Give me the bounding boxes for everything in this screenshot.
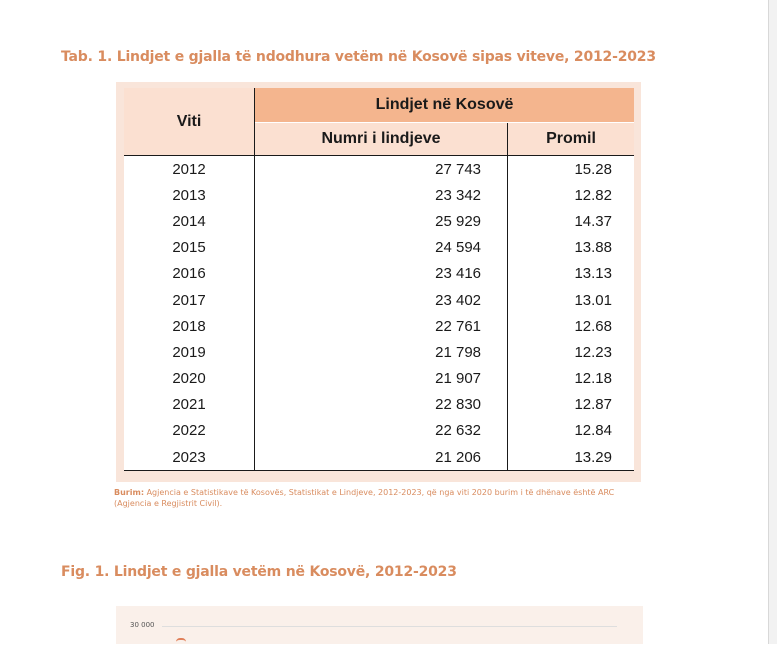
promil-cell: 12.68	[508, 313, 634, 339]
births-cell: 27 743	[255, 156, 508, 183]
births-cell: 25 929	[255, 208, 508, 234]
header-year: Viti	[124, 88, 255, 156]
y-tick-label: 30 000	[130, 621, 155, 629]
births-cell: 23 402	[255, 287, 508, 313]
promil-cell: 12.18	[508, 366, 634, 392]
year-cell: 2013	[124, 182, 255, 208]
source-label: Burim:	[114, 488, 145, 497]
births-cell: 22 632	[255, 418, 508, 444]
year-cell: 2022	[124, 418, 255, 444]
births-cell: 21 206	[255, 444, 508, 471]
births-table-container	[116, 82, 641, 482]
year-cell: 2016	[124, 261, 255, 287]
vertical-scrollbar[interactable]	[768, 0, 777, 644]
year-cell: 2015	[124, 235, 255, 261]
source-text: Agjencia e Statistikave të Kosovës, Statistikat e Lindjeve, 2012-2023, që nga viti 2020 burim i të dhënave është ARC (Agjencia e Regjistrit Civil).	[114, 488, 615, 508]
births-cell: 23 416	[255, 261, 508, 287]
table-row	[124, 366, 634, 392]
births-cell: 22 830	[255, 392, 508, 418]
table-row	[124, 313, 634, 339]
births-chart	[116, 606, 643, 644]
year-cell: 2019	[124, 339, 255, 365]
promil-cell: 13.29	[508, 444, 634, 471]
births-cell: 21 798	[255, 339, 508, 365]
births-table	[124, 88, 634, 471]
year-cell: 2017	[124, 287, 255, 313]
promil-cell: 12.23	[508, 339, 634, 365]
y-gridline	[162, 626, 617, 627]
table-row	[124, 418, 634, 444]
promil-cell: 13.13	[508, 261, 634, 287]
year-cell: 2012	[124, 156, 255, 183]
promil-cell: 12.87	[508, 392, 634, 418]
promil-cell: 14.37	[508, 208, 634, 234]
year-cell: 2018	[124, 313, 255, 339]
promil-cell: 12.84	[508, 418, 634, 444]
table-row	[124, 444, 634, 471]
table-body	[124, 156, 634, 471]
births-cell: 21 907	[255, 366, 508, 392]
header-promil: Promil	[508, 123, 634, 156]
table-row	[124, 287, 634, 313]
promil-cell: 12.82	[508, 182, 634, 208]
table-caption: Tab. 1. Lindjet e gjalla të ndodhura vetëm në Kosovë sipas viteve, 2012-2023	[61, 49, 656, 65]
year-cell: 2014	[124, 208, 255, 234]
promil-cell: 15.28	[508, 156, 634, 183]
header-births-count: Numri i lindjeve	[255, 123, 508, 156]
series-line-start	[176, 638, 186, 646]
figure-caption: Fig. 1. Lindjet e gjalla vetëm në Kosovë, 2012-2023	[61, 564, 457, 580]
year-cell: 2020	[124, 366, 255, 392]
births-cell: 24 594	[255, 235, 508, 261]
year-cell: 2023	[124, 444, 255, 471]
promil-cell: 13.01	[508, 287, 634, 313]
table-row	[124, 261, 634, 287]
births-cell: 22 761	[255, 313, 508, 339]
table-source-note	[114, 487, 654, 509]
births-cell: 23 342	[255, 182, 508, 208]
table-row	[124, 392, 634, 418]
table-row	[124, 208, 634, 234]
year-cell: 2021	[124, 392, 255, 418]
table-row	[124, 182, 634, 208]
table-row	[124, 235, 634, 261]
promil-cell: 13.88	[508, 235, 634, 261]
table-row	[124, 156, 634, 183]
header-births-group: Lindjet në Kosovë	[255, 88, 635, 123]
table-row	[124, 339, 634, 365]
